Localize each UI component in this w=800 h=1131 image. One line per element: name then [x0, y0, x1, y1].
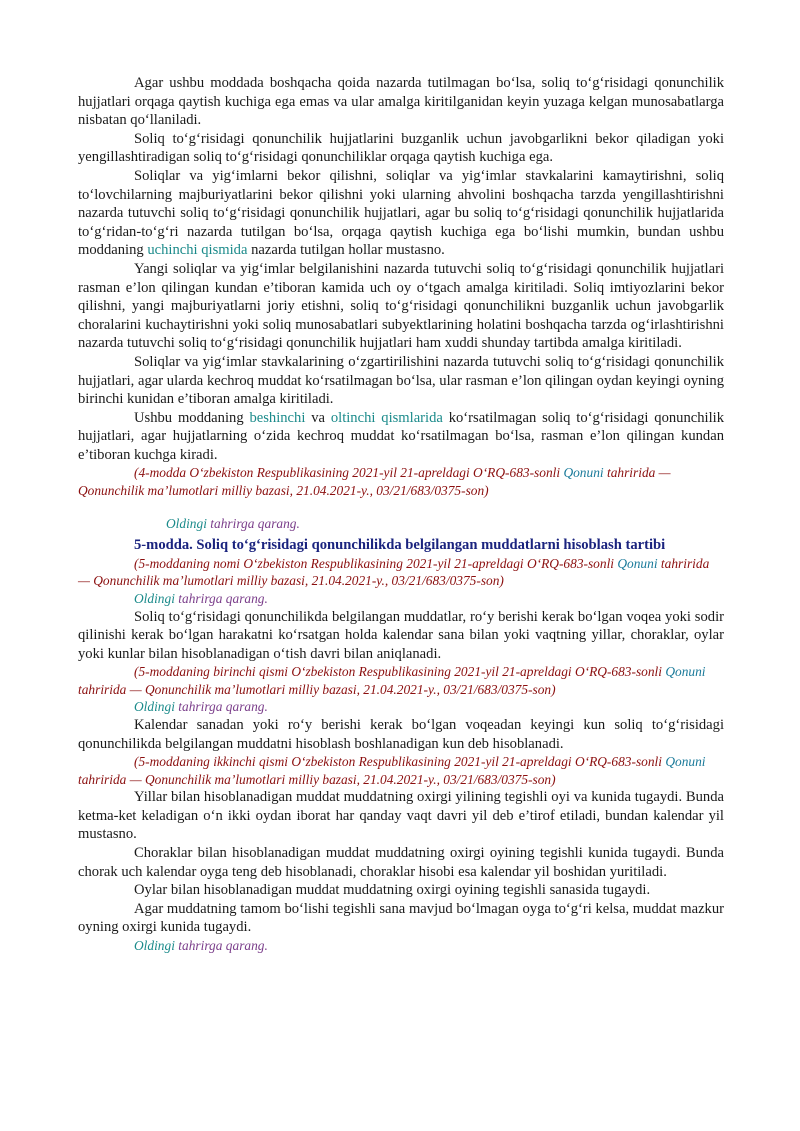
text-run: nazarda tutilgan hollar mustasno.: [247, 242, 445, 259]
previous-edition-link-2[interactable]: [78, 590, 724, 608]
prev-word-3: qarang.: [225, 699, 268, 715]
text-run: ko‘rsatilmagan soliq to‘g‘risidagi qonunchilik hujjatlari, agar hujjatlarning o‘zida kechroq muddat ko‘rsatilmagan bo‘lsa, rasman e’lon qilingan kundan e’tiboran kuchga kiradi.: [78, 409, 724, 463]
amendment-note-art4: [78, 464, 724, 499]
amendment-note-art5-part2: [78, 753, 724, 788]
paragraph-art5-2: Kalendar sanadan yoki ro‘y berishi kerak bo‘lgan voqeadan keyingi kun soliq to‘g‘risidagi qonunchilikda belgilangan muddatni hisoblash boshlanadigan kun deb hisoblanadi.: [78, 717, 724, 752]
article-5-heading: 5-modda. Soliq to‘g‘risidagi qonunchilikda belgilangan muddatlarni hisoblash tartibi: [134, 537, 666, 554]
text-run: tahririda — Qonunchilik ma’lumotlari milliy bazasi, 21.04.2021-y., 03/21/683/0375-son): [78, 771, 556, 787]
paragraph-art4-1: Agar ushbu moddada boshqacha qoida nazarda tutilmagan bo‘lsa, soliq to‘g‘risidagi qonunchilik hujjatlari orqaga qaytish kuchiga ega emas va ular amalga kiritilganidan keyin yuzaga kelgan munosabatlarga nisbatan qo‘llaniladi.: [78, 75, 724, 129]
prev-word-1: Oldingi: [134, 938, 175, 954]
prev-word-2: tahrirga: [178, 590, 223, 606]
paragraph-art5-4: Choraklar bilan hisoblanadigan muddat muddatning oxirgi oyining tegishli kunida tugaydi. Bunda chorak uch kalendar oyga teng deb hisoblanadi, choraklar hisobi esa kalendar yil boshidan yuritiladi.: [78, 845, 724, 880]
paragraph-art5-1: Soliq to‘g‘risidagi qonunchilikda belgilangan muddatlar, ro‘y berishi kerak bo‘lgan voqea yoki sodir qilinishi kerak bo‘lgan harakatni ko‘rsatgan holda kalendar sana bilan yoki vaqtning yillar, choraklar, oylar yoki kunlar bilan hisoblanadigan o‘tish davri bilan aniqlanadi.: [78, 608, 724, 662]
text-run: tahririda — Qonunchilik ma’lumotlari milliy bazasi, 21.04.2021-y., 03/21/683/0375-son): [78, 555, 710, 589]
prev-word-1: Oldingi: [134, 699, 175, 715]
text-run: (4-modda O‘zbekiston Respublikasining 2021-yil 21-apreldagi O‘RQ-683-sonli: [134, 465, 564, 481]
text-run: (5-moddaning ikkinchi qismi O‘zbekiston Respublikasining 2021-yil 21-apreldagi O‘RQ-683-sonli: [134, 754, 666, 770]
paragraph-art5-6: Agar muddatning tamom bo‘lishi tegishli sana mavjud bo‘lmagan oyga to‘g‘ri kelsa, muddat mazkur oyning oxirgi kunida tugaydi.: [78, 900, 724, 936]
prev-word-2: tahrirga: [210, 516, 255, 532]
amendment-note-art5-part1: [78, 663, 724, 698]
link-beshinchi[interactable]: beshinchi: [249, 409, 306, 426]
prev-word-2: tahrirga: [178, 938, 223, 954]
text-run: va: [305, 409, 331, 426]
paragraph-art4-4: Yangi soliqlar va yig‘imlar belgilanishini nazarda tutuvchi soliq to‘g‘risidagi qonunchilik hujjatlari rasman e’lon qilingan kundan e’tiboran kamida uch oy o‘tgach amalga kiritiladi. Soliq imtiyozlarini bekor qilishni, yangi majburiyatlarni joriy etishni, soliq to‘g‘risidagi qonunchilikni buzganlik uchun javobgarlik choralarini kuchaytirishni yoki soliq munosabatlari subyektlarining holatini boshqacha tarzda og‘irlashtirishni nazarda tutuvchi soliq to‘g‘risidagi qonunchilik hujjatlari ham xuddi shunday tartibda amalga kiritiladi.: [78, 260, 724, 352]
prev-word-3: qarang.: [257, 516, 300, 532]
paragraph-art5-5: Oylar bilan hisoblanadigan muddat muddatning oxirgi oyining tegishli sanasida tugaydi.: [134, 882, 651, 899]
paragraph-art5-3: Yillar bilan hisoblanadigan muddat muddatning oxirgi yilining tegishli oyi va kunida tugaydi. Bunda ketma-ket keladigan o‘n ikki oydan iborat har qanday vaqt davri yil deb e’tirof etiladi, bundan kalendar yil mustasno.: [78, 789, 724, 843]
previous-edition-link-1[interactable]: [78, 515, 724, 533]
amendment-note-art5-title: [78, 555, 724, 590]
paragraph-art4-3: [78, 167, 724, 260]
paragraph-art4-6: [78, 409, 724, 465]
link-uchinchi-qismida[interactable]: uchinchi qismida: [147, 242, 248, 259]
paragraph-art4-2: Soliq to‘g‘risidagi qonunchilik hujjatlarini buzganlik uchun javobgarlikni bekor qiladigan yoki yengillashtiradigan soliq to‘g‘risidagi qonunchiliklar orqaga qaytish kuchiga ega.: [78, 130, 724, 166]
text-run: (5-moddaning birinchi qismi O‘zbekiston Respublikasining 2021-yil 21-apreldagi O‘RQ-683-sonli: [134, 664, 666, 680]
link-qonuni[interactable]: Qonuni: [563, 465, 604, 481]
previous-edition-link-4[interactable]: [78, 937, 724, 955]
text-run: Ushbu moddaning: [134, 409, 250, 426]
text-run: tahririda — Qonunchilik ma’lumotlari milliy bazasi, 21.04.2021-y., 03/21/683/0375-son): [78, 465, 671, 498]
link-qonuni[interactable]: Qonuni: [617, 555, 658, 571]
spacer: [78, 499, 724, 515]
prev-word-2: tahrirga: [178, 699, 223, 715]
text-run: Soliqlar va yig‘imlarni bekor qilishni, soliqlar va yig‘imlar stavkalarini kamaytirishni, soliq to‘lovchilarning majburiyatlarini bekor qilishni yoki ularning ahvolini boshqacha tarzda yengillashtirishni nazarda tutuvchi soliq to‘g‘risidagi qonunchilik hujjatlari, agar bu soliq to‘g‘risidagi qonunchilik hujjatlarida to‘g‘ridan-to‘g‘ri nazarda tutilgan bo‘lsa, orqaga qaytish kuchiga ega bo‘lishi mumkin, bundan ushbu moddaning: [78, 167, 724, 259]
prev-word-3: qarang.: [225, 590, 268, 606]
link-oltinchi-qismlarida[interactable]: oltinchi qismlarida: [330, 409, 443, 426]
text-run: tahririda — Qonunchilik ma’lumotlari milliy bazasi, 21.04.2021-y., 03/21/683/0375-son): [78, 681, 556, 697]
prev-word-3: qarang.: [225, 938, 268, 954]
prev-word-1: Oldingi: [134, 590, 175, 606]
paragraph-art4-5: Soliqlar va yig‘imlar stavkalarining o‘zgartirilishini nazarda tutuvchi soliq to‘g‘risidagi qonunchilik hujjatlari, agar ularda kechroq muddat ko‘rsatilmagan bo‘lsa, ular rasman e’lon qilingan oydan keyingi oyning birinchi kunidan e’tiboran amalga kiritiladi.: [78, 353, 724, 408]
link-qonuni[interactable]: Qonuni: [665, 664, 706, 680]
link-qonuni[interactable]: Qonuni: [665, 754, 706, 770]
prev-word-1: Oldingi: [166, 516, 207, 532]
previous-edition-link-3[interactable]: [78, 698, 724, 716]
text-run: (5-moddaning nomi O‘zbekiston Respublikasining 2021-yil 21-apreldagi O‘RQ-683-sonli: [134, 555, 618, 571]
